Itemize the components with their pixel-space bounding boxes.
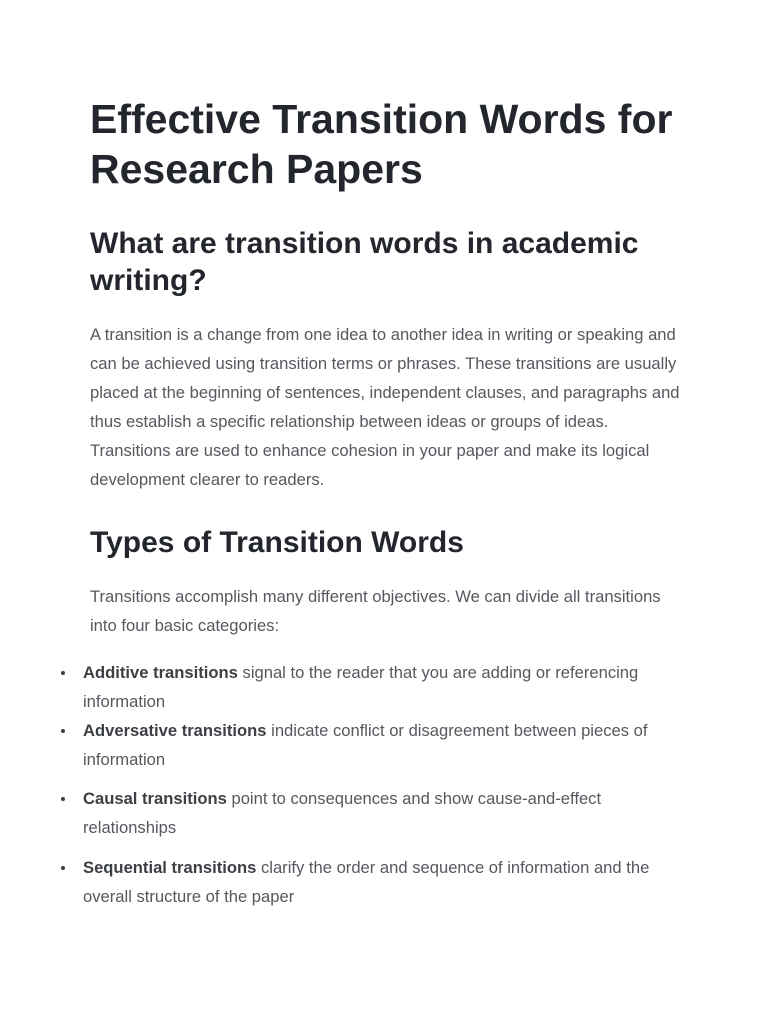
list-item-description: indicate conflict or disagreement between pieces of information <box>83 721 648 769</box>
section-heading-what-are-transitions: What are transition words in academic writing? <box>90 227 639 297</box>
list-item-description: clarify the order and sequence of information and the overall structure of the paper <box>83 858 650 906</box>
section-paragraph-types-intro: Transitions accomplish many different objectives. We can divide all transitions into four basic categories: <box>90 587 661 635</box>
list-item-sequential <box>83 853 683 911</box>
section-heading-types: Types of Transition Words <box>90 526 464 559</box>
list-item-term: Causal transitions <box>83 789 227 808</box>
list-item-description: signal to the reader that you are adding or referencing information <box>83 663 639 711</box>
list-item-causal <box>83 784 683 842</box>
list-item-description: point to consequences and show cause-and-effect relationships <box>83 789 602 837</box>
section-paragraph-definition: A transition is a change from one idea to another idea in writing or speaking and can be achieved using transition terms or phrases. These transitions are usually placed at the beginning of sentences, independent clauses, and paragraphs and thus establish a specific relationship between ideas or groups of ideas. Transitions are used to enhance cohesion in your paper and make its logical development clearer to readers. <box>90 325 680 489</box>
page-title: Effective Transition Words for Research Papers <box>90 96 673 192</box>
list-item-adversative <box>83 716 683 774</box>
list-item-additive <box>83 658 683 716</box>
list-item-term: Additive transitions <box>83 663 238 682</box>
list-item-term: Adversative transitions <box>83 721 267 740</box>
list-item-term: Sequential transitions <box>83 858 257 877</box>
